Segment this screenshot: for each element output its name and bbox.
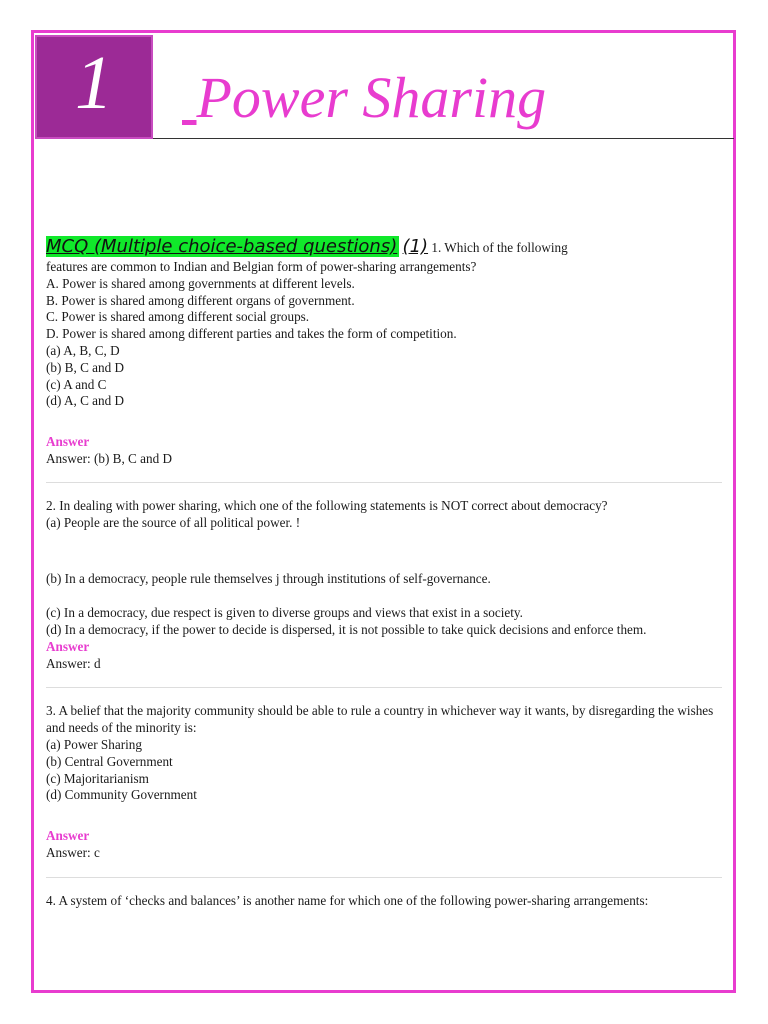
option-a: (a) A, B, C, D [46, 342, 120, 358]
question-1-text: features are common to Indian and Belgian form of power-sharing arrangements? [46, 259, 477, 274]
answer-label[interactable]: Answer [46, 434, 90, 450]
mcq-heading: MCQ (Multiple choice-based questions) [46, 236, 398, 257]
question-3-text: 3. A belief that the majority community should be able to rule a country in whichever way it wants, by disregarding the wishes and needs of the minority is: [46, 703, 714, 736]
question-1 [46, 236, 722, 468]
question-2 [46, 498, 722, 673]
question-3 [46, 703, 722, 861]
option-a: (a) People are the source of all political power. ! [46, 514, 301, 530]
chapter-title [182, 66, 546, 130]
option-d: (d) In a democracy, if the power to decide is dispersed, it is not possible to take quick decisions and enforce them. [46, 621, 647, 637]
option-c: (c) A and C [46, 376, 107, 392]
question-4 [46, 893, 722, 910]
statement-a: A. Power is shared among governments at different levels. [46, 275, 355, 291]
chapter-number: 1 [75, 41, 113, 125]
answer-text: Answer: c [46, 844, 100, 860]
chapter-number-box [35, 35, 153, 139]
statement-d: D. Power is shared among different parties and takes the form of competition. [46, 326, 457, 342]
answer-label[interactable]: Answer [46, 638, 90, 654]
option-c: (c) In a democracy, due respect is given to diverse groups and views that exist in a society. [46, 605, 523, 621]
header-rule [153, 138, 734, 139]
option-b: (b) B, C and D [46, 359, 125, 375]
document-content [46, 236, 722, 910]
option-b: (b) In a democracy, people rule themselves j through institutions of self-governance. [46, 571, 491, 587]
statement-b: B. Power is shared among different organs of government. [46, 292, 355, 308]
answer-text: Answer: (b) B, C and D [46, 450, 172, 466]
question-1-text-start: 1. Which of the following [431, 240, 568, 255]
question-4-text: 4. A system of ‘checks and balances’ is another name for which one of the following power-sharing arrangements: [46, 892, 649, 908]
statement-c: C. Power is shared among different social groups. [46, 309, 310, 325]
mcq-count: (1) [402, 236, 429, 257]
option-c: (c) Majoritarianism [46, 770, 149, 786]
chapter-title-text: Power Sharing [196, 65, 547, 130]
answer-label[interactable]: Answer [46, 828, 90, 844]
option-d: (d) A, C and D [46, 393, 125, 409]
title-underline-mark [182, 65, 197, 130]
question-2-text: 2. In dealing with power sharing, which one of the following statements is NOT correct about democracy? [46, 497, 608, 513]
answer-text: Answer: d [46, 655, 101, 671]
option-a: (a) Power Sharing [46, 736, 142, 752]
option-d: (d) Community Government [46, 787, 197, 803]
option-b: (b) Central Government [46, 753, 173, 769]
mcq-heading-line [46, 236, 722, 259]
